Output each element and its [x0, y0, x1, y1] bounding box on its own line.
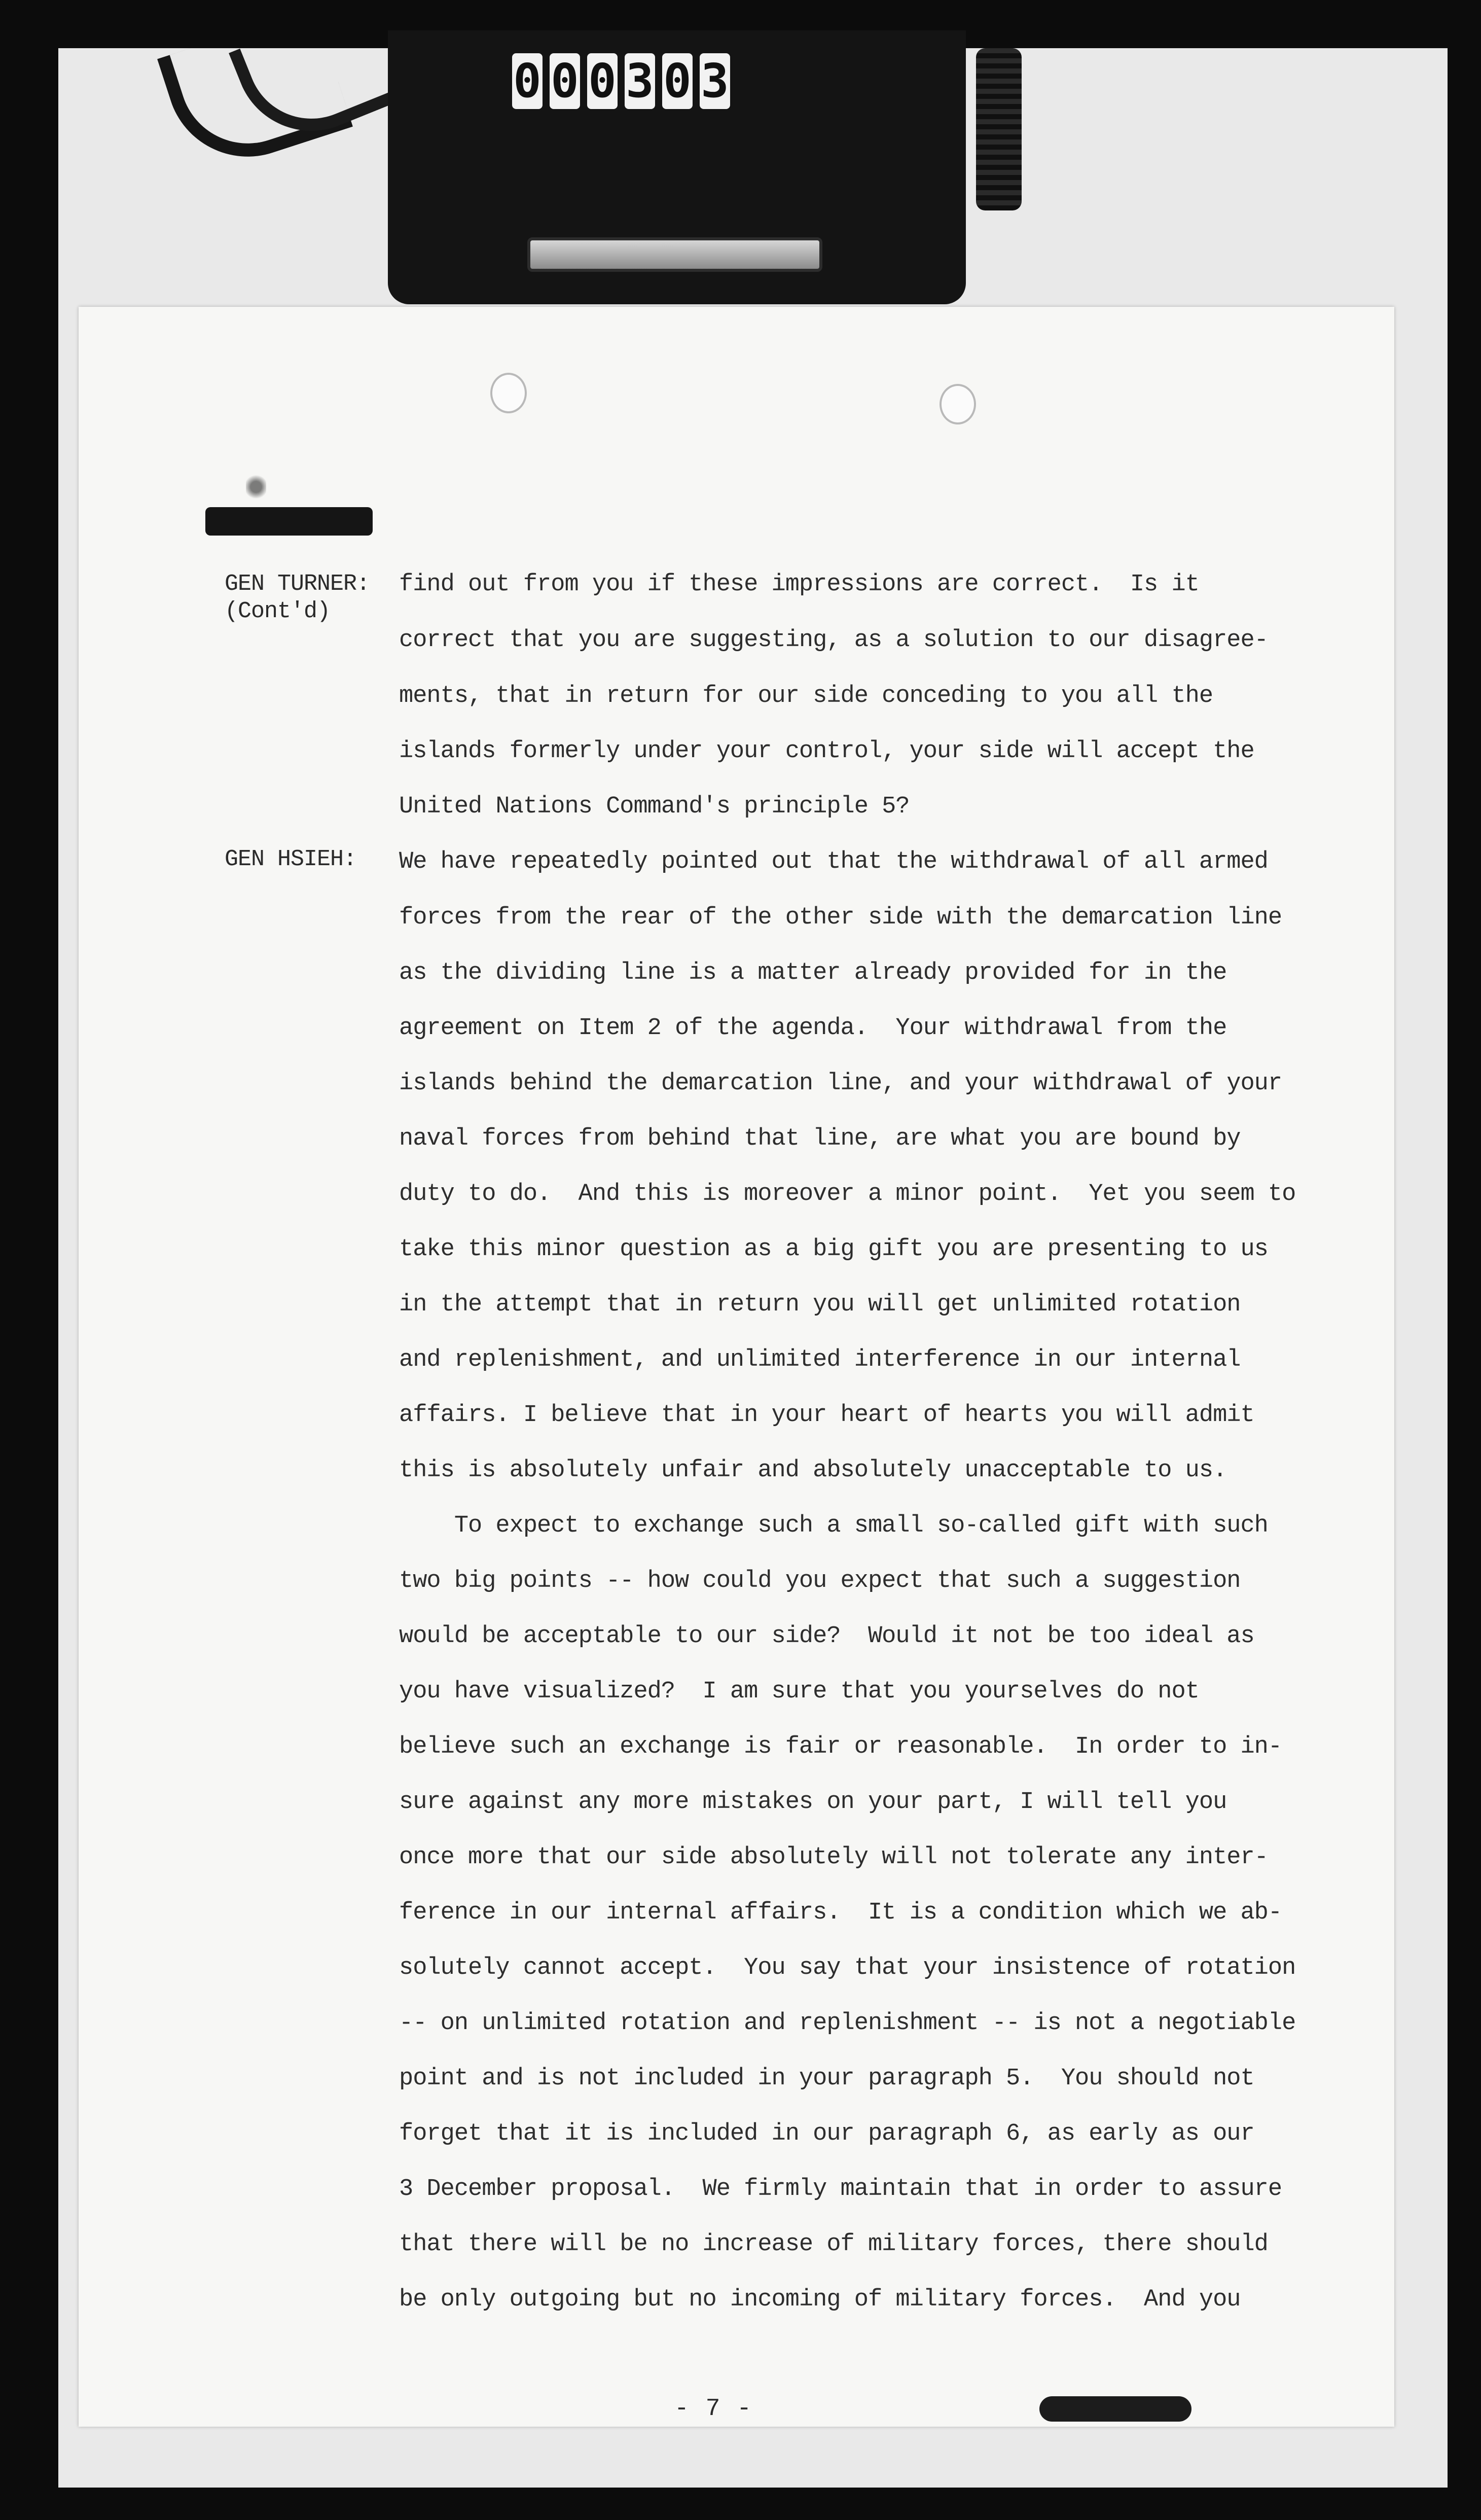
text-line: -- on unlimited rotation and replenishment -- is not a negotiable [399, 2010, 1296, 2037]
speaker-label-turner: GEN TURNER: (Cont'd) [225, 571, 370, 624]
ink-smudge [246, 472, 266, 502]
text-line: agreement on Item 2 of the agenda. Your withdrawal from the [399, 1015, 1227, 1042]
text-line: and replenishment, and unlimited interference in our internal [399, 1346, 1241, 1373]
text-line: this is absolutely unfair and absolutely unacceptable to us. [399, 1457, 1227, 1484]
punch-hole-icon [940, 384, 976, 424]
redaction-bar [205, 507, 373, 536]
counter-digit: 0 [662, 53, 693, 109]
text-line: take this minor question as a big gift you are presenting to us [399, 1236, 1268, 1263]
counter-nameplate [527, 237, 822, 272]
text-line: To expect to exchange such a small so-called gift with such [399, 1512, 1268, 1539]
text-line: forget that it is included in our paragraph 6, as early as our [399, 2120, 1254, 2147]
counter-knob-icon [976, 48, 1022, 210]
text-line: correct that you are suggesting, as a solution to our disagree- [399, 627, 1268, 654]
frame-counter-digits [512, 53, 730, 109]
counter-digit: 0 [550, 53, 580, 109]
text-line: two big points -- how could you expect that such a suggestion [399, 1568, 1241, 1594]
text-line: once more that our side absolutely will not tolerate any inter- [399, 1844, 1268, 1871]
text-line: be only outgoing but no incoming of military forces. And you [399, 2286, 1241, 2313]
document-page [79, 307, 1394, 2427]
text-line: would be acceptable to our side? Would it not be too ideal as [399, 1623, 1254, 1650]
text-line: United Nations Command's principle 5? [399, 793, 910, 820]
counter-digit: 3 [625, 53, 655, 109]
text-line: as the dividing line is a matter already provided for in the [399, 960, 1227, 986]
text-line: islands formerly under your control, your side will accept the [399, 738, 1254, 765]
text-line: point and is not included in your paragraph 5. You should not [399, 2065, 1254, 2092]
text-line: solutely cannot accept. You say that your insistence of rotation [399, 1955, 1296, 1981]
text-line: sure against any more mistakes on your part, I will tell you [399, 1789, 1227, 1816]
classification-stamp [1039, 2396, 1191, 2422]
text-line: you have visualized? I am sure that you yourselves do not [399, 1678, 1199, 1705]
text-line: find out from you if these impressions are correct. Is it [399, 571, 1199, 598]
text-line: that there will be no increase of military forces, there should [399, 2231, 1268, 2258]
text-line: in the attempt that in return you will get unlimited rotation [399, 1291, 1241, 1318]
text-line: We have repeatedly pointed out that the withdrawal of all armed [399, 848, 1268, 875]
text-line: naval forces from behind that line, are what you are bound by [399, 1125, 1241, 1152]
page-number: - 7 - [674, 2395, 753, 2423]
text-line: ments, that in return for our side conceding to you all the [399, 683, 1213, 709]
text-line: ference in our internal affairs. It is a condition which we ab- [399, 1899, 1282, 1926]
text-line: affairs. I believe that in your heart of hearts you will admit [399, 1402, 1254, 1429]
punch-hole-icon [490, 373, 527, 413]
text-line: forces from the rear of the other side with the demarcation line [399, 904, 1282, 931]
counter-digit: 3 [700, 53, 730, 109]
text-line: 3 December proposal. We firmly maintain that in order to assure [399, 2176, 1282, 2203]
speaker-label-hsieh: GEN HSIEH: [225, 846, 357, 872]
text-line: duty to do. And this is moreover a minor point. Yet you seem to [399, 1181, 1296, 1208]
text-line: islands behind the demarcation line, and your withdrawal of your [399, 1070, 1282, 1097]
counter-digit: 0 [587, 53, 618, 109]
counter-digit: 0 [512, 53, 543, 109]
text-line: believe such an exchange is fair or reasonable. In order to in- [399, 1733, 1282, 1760]
